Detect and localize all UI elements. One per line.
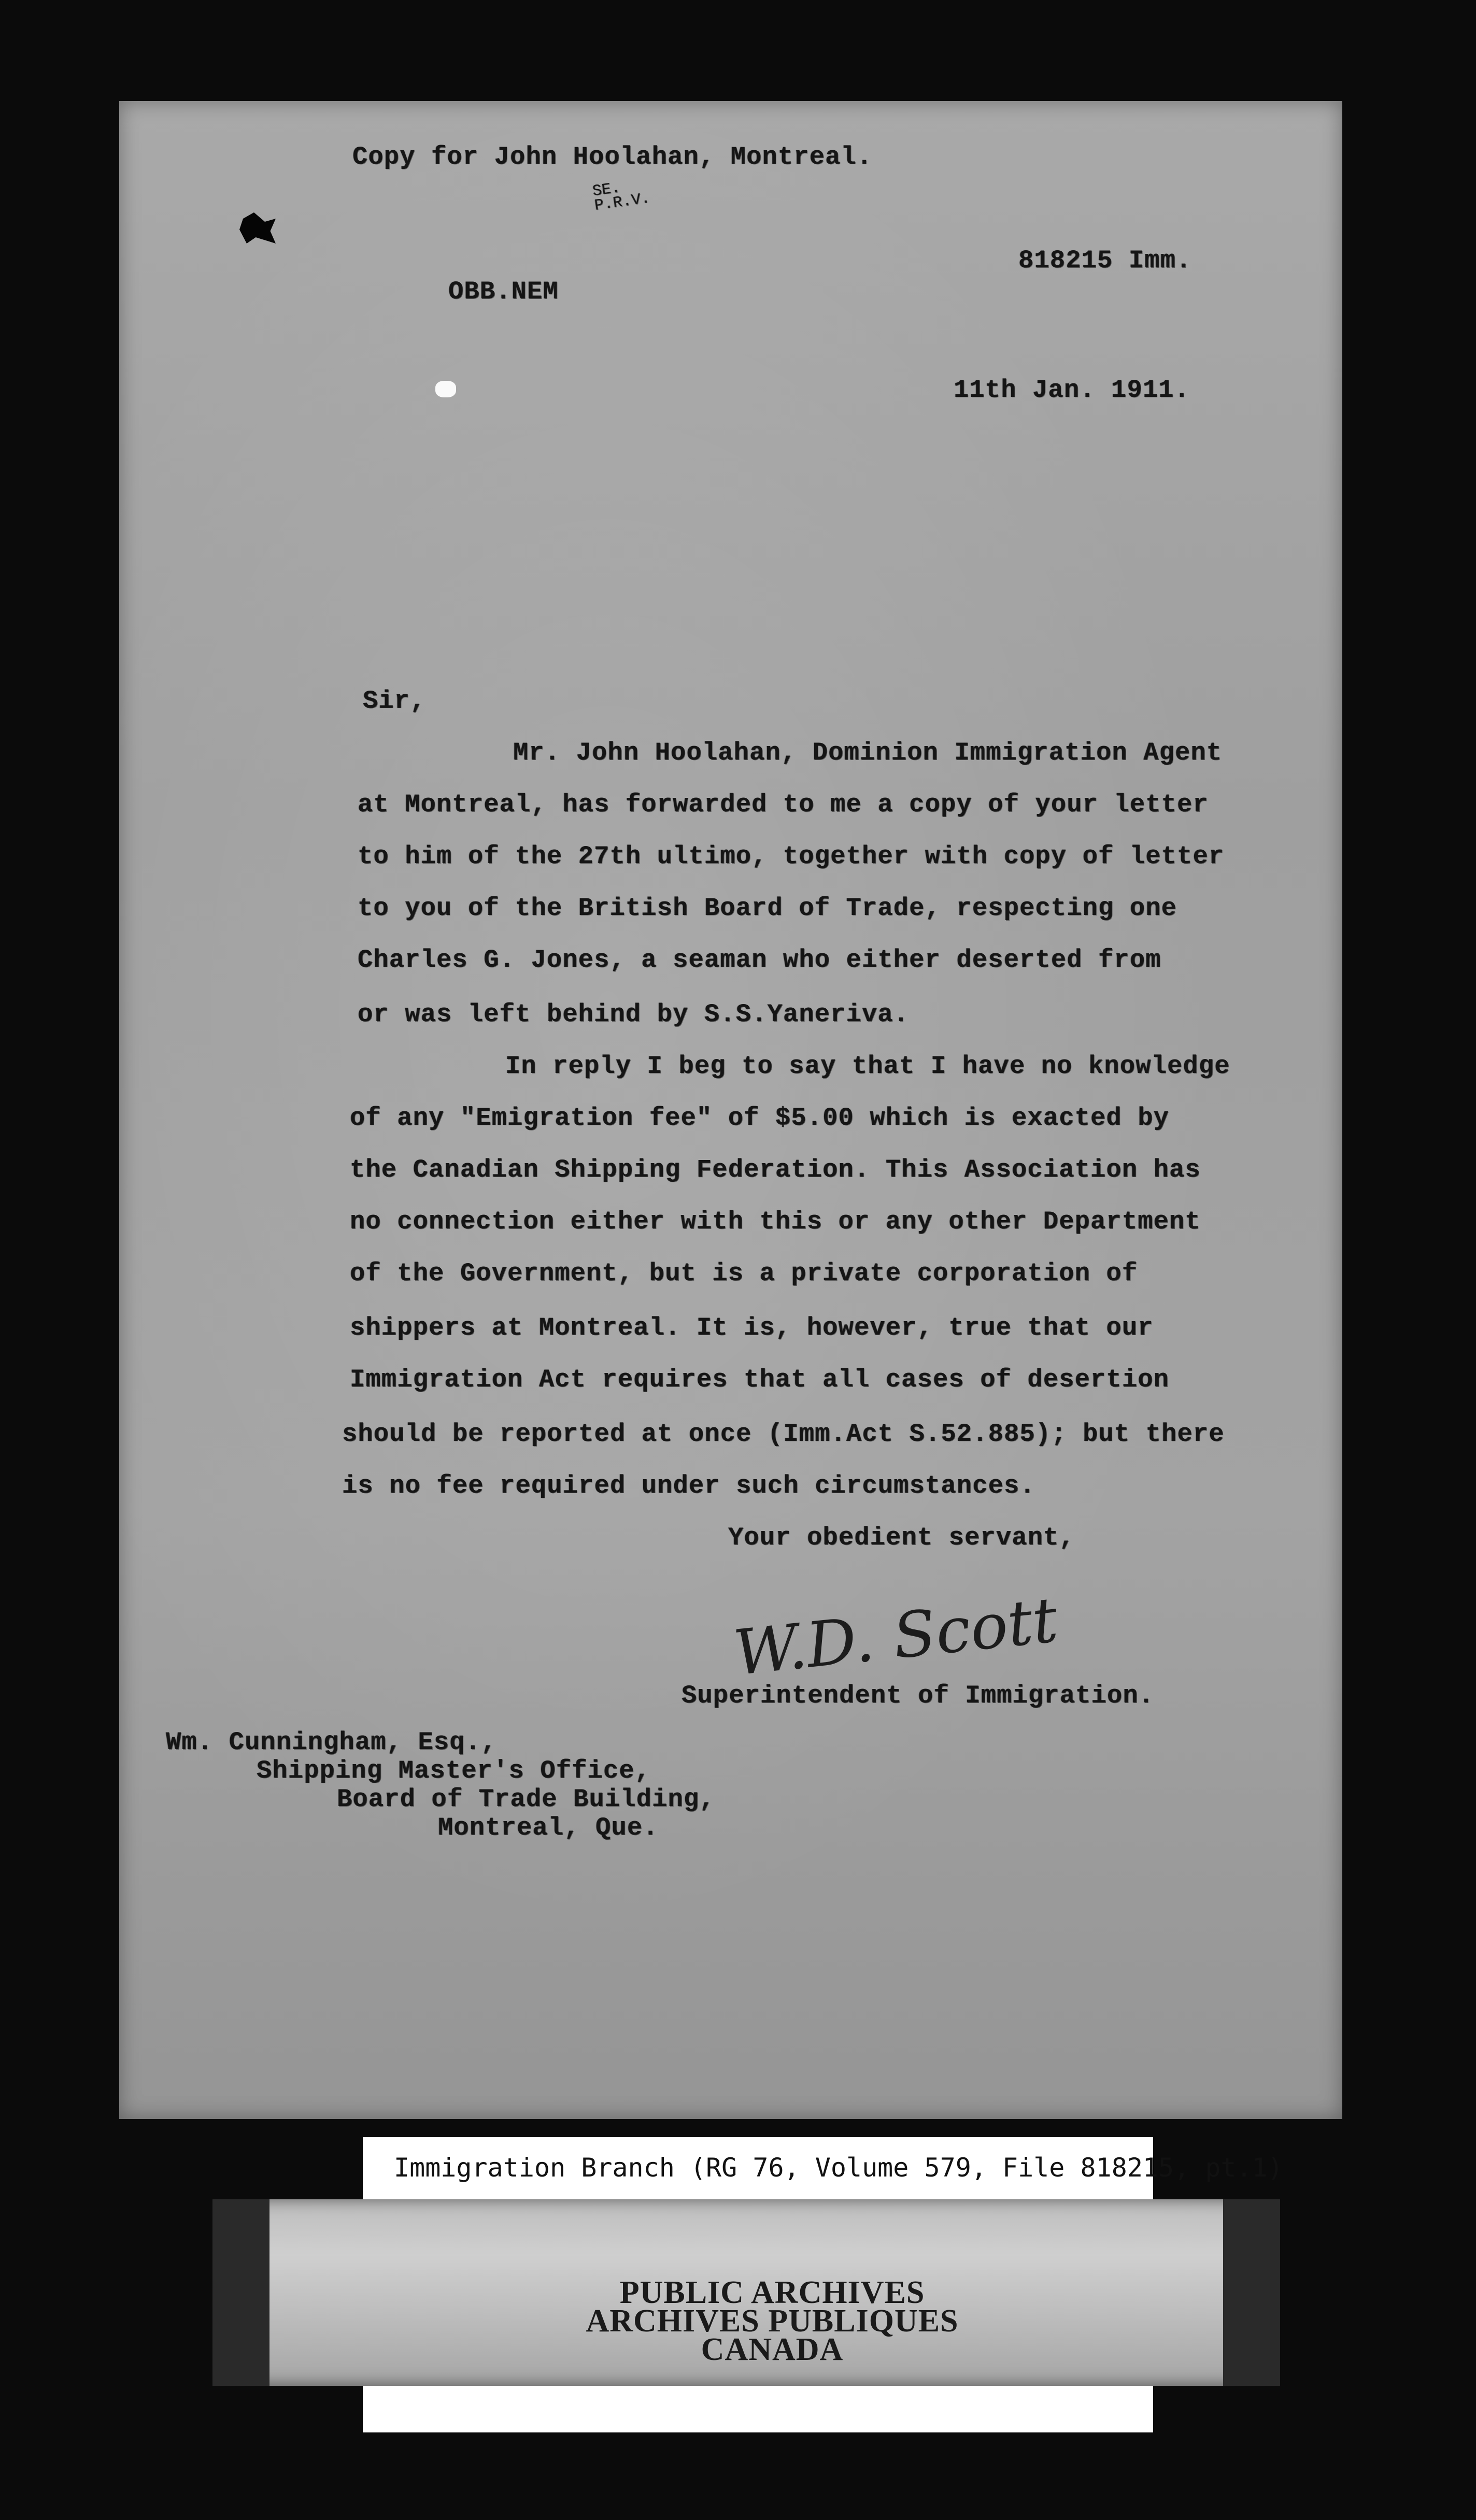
body-line: at Montreal, has forwarded to me a copy of your letter (358, 790, 1209, 819)
body-line: to you of the British Board of Trade, respecting one (358, 894, 1177, 923)
salutation: Sir, (363, 686, 426, 715)
body-line: Immigration Act requires that all cases of desertion (350, 1365, 1170, 1394)
archive-stamp-line: ARCHIVES PUBLIQUES (586, 2303, 959, 2339)
body-line: of any "Emigration fee" of $5.00 which is exacted by (350, 1104, 1170, 1133)
typist-initials: OBB.NEM (448, 277, 559, 306)
ink-blot (239, 212, 276, 244)
body-line: or was left behind by S.S.Yaneriva. (358, 1000, 910, 1029)
body-line: is no fee required under such circumstances. (342, 1471, 1035, 1500)
body-line: Mr. John Hoolahan, Dominion Immigration Agent (513, 738, 1223, 767)
body-line: of the Government, but is a private corporation of (350, 1259, 1138, 1288)
addressee-line: Montreal, Que. (438, 1813, 659, 1842)
archive-caption (363, 2137, 1283, 2202)
copy-for-line: Copy for John Hoolahan, Montreal. (352, 142, 873, 171)
paper-spot (435, 381, 456, 397)
band-edge-left (212, 2199, 269, 2386)
body-line: should be reported at once (Imm.Act S.52.885); but there (342, 1420, 1225, 1449)
signature: W.D. Scott (730, 1584, 1061, 1690)
caption-text: Immigration Branch (RG 76, Volume 579, File 818215, pt.1) (394, 2153, 1283, 2183)
addressee-line: Board of Trade Building, (337, 1785, 715, 1814)
body-line: Charles G. Jones, a seaman who either deserted from (358, 946, 1161, 975)
bottom-label-strip (363, 2386, 1153, 2432)
archive-stamp-line: CANADA (701, 2332, 844, 2367)
letter-date: 11th Jan. 1911. (954, 376, 1190, 405)
closing: Your obedient servant, (728, 1523, 1075, 1552)
body-line: no connection either with this or any other Department (350, 1207, 1201, 1236)
addressee-line: Shipping Master's Office, (257, 1756, 651, 1785)
archive-stamp-line: PUBLIC ARCHIVES (619, 2275, 925, 2310)
addressee-line: Wm. Cunningham, Esq., (166, 1728, 497, 1757)
file-reference: 818215 Imm. (1018, 246, 1192, 275)
body-line: to him of the 27th ultimo, together with copy of letter (358, 842, 1225, 871)
body-line: shippers at Montreal. It is, however, true that our (350, 1313, 1154, 1342)
letter-sheet (119, 101, 1342, 2119)
band-edge-right (1223, 2199, 1280, 2386)
body-line: the Canadian Shipping Federation. This Association has (350, 1155, 1201, 1184)
signer-title: Superintendent of Immigration. (682, 1681, 1155, 1710)
handwritten-note: SE. P.R.V. (591, 179, 651, 215)
body-line: In reply I beg to say that I have no knowledge (505, 1052, 1230, 1081)
archive-stamp-band (212, 2199, 1280, 2386)
